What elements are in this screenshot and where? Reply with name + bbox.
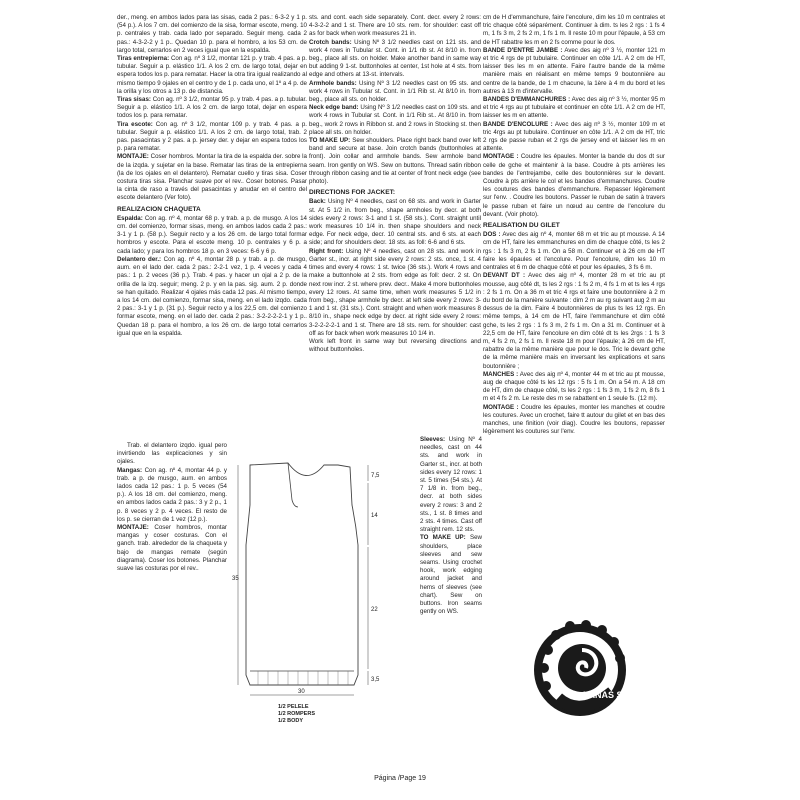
- subheading: MONTAJE:: [117, 153, 149, 161]
- subheading: MANCHES :: [483, 370, 519, 378]
- logo-wordmark: LANAS Stop: [583, 690, 637, 700]
- paragraph: sts. and cont. each side separately. Cont. decr. every 2 rows: 4-3-2-2 and 1 st. There are 10 sts. rem. for shoulder: cast off as for back when work measures 21 in.: [309, 14, 481, 38]
- subheading: Tiras entrepierna:: [117, 55, 170, 63]
- paragraph-text: Avec des aig nº 4, monter 68 m et tric au pt mousse. A 14 cm de HT, faire les emmanchures en dim de chaque côté, ts les 2 rgs : 1 fs 3 m, 2 fs 1 m. On a 58 m. Continuer et à 26 cm de HT faire les épaules et l'encolure. Pour l'encolure, dim les 10 m centrales et 6 m de chaque côté et pour les épaules, 3 fs 6 m.: [483, 231, 665, 272]
- dimension-upper: 14: [371, 513, 378, 519]
- paragraph: [483, 231, 665, 272]
- column-english: [309, 14, 481, 454]
- subheading: Crotch bands:: [309, 38, 352, 46]
- paragraph: [483, 96, 665, 121]
- paragraph-text: Using Nº 3 1/2 needles cast on 121 sts. and work 4 rows in Tubular st. Cont. in 1/1 rib st. At 8/10 in. from beg., place all sts. on holder. Make another band in same way but adding 9 1-st. buttonholes at center, 1st hole at 4 sts. from edge and others at 13-st. intervals.: [309, 38, 481, 79]
- paragraph-text: Coudre les épaules, monter les manches et coudre les coutures. Avec un crochet, faire tt autour du gilet et en bas des manches, une finition (voir diag). Coudre les boutons, repasser légèrement les coutures sur l'env.: [483, 403, 665, 436]
- subheading: Sleeves:: [420, 436, 446, 443]
- paragraph-text: Using Nº 4 needles, cast on 68 sts. and work in Garter st. At 5 1/2 in. from beg., shape armholes by decr. at both sides every 2 rows: 3-1 and 1 st. (58 sts.). Cont. straight until work measures 10 1/4 in. then shape shoulders and neck edge. For neck edge, decr. 10 central sts. and 6 sts. at each side; and for shoulders decr. 18 sts. as foll: 6-6 and 6 sts.: [309, 198, 481, 247]
- paragraph-text: Con ag. nº 4, montar 68 p. y trab. a p. de musgo. A los 14 cm. del comienzo, formar sisas, meng. en ambos lados cada 2 pas.: 3-1 y 1 p. (58 p.). Seguir recto y a los 26 cm. de largo total formar hombros y escote. Para el escote meng. 10 p. centrales y 6 p. a cada lado; y para los hombros 18 p. en 3 veces: 6-6 y 6 p.: [117, 214, 307, 255]
- paragraph: [117, 96, 307, 121]
- logo-icon: [528, 610, 632, 730]
- diagram-caption-2: 1/2 ROMPERS: [278, 711, 315, 717]
- diagram-caption-1: 1/2 PELELE: [278, 704, 309, 710]
- section-heading: DIRECTIONS FOR JACKET:: [309, 189, 396, 197]
- subheading: Tira escote:: [117, 120, 153, 128]
- paragraph-text: Con ag. nº 3 1/2, montar 95 p. y trab. 4 pas. a p. tubular. Seguir a p. elástico 1/1. A los 2 cm. de largo total, dejar en espera todos los p. para rematar.: [117, 96, 307, 120]
- paragraph: der., meng. en ambos lados para las sisas, cada 2 pas.: 6-3-2 y 1 p. (54 p.). A los 7 cm. del comienzo de la sisa, formar escote, meng. 10 p. centrales y trab. cada lado por separado. Seguir meng. cada 2 pas.: 4-3-2-2 y 1 p.. Quedan 10 p. para el hombro, a los 53 cm. de largo total, cerrarlos en 2 veces igual que en la espalda.: [117, 14, 307, 54]
- paragraph-text: Using Nº 3 1/2 needles cast on 109 sts. and work 4 rows in Tubular st. Cont. in 1/1 Rib st.. At 8/10 in. from beg., work 2 rows in Ribbon st. and 2 rows in Stocking st. then place all sts. on holder.: [309, 104, 481, 136]
- paragraph-text: Sew shoulders, place sleeves and sew seams. Using crochet hook, work edging around jacket and hems of sleeves (see chart). Sew on buttons. Iron seams gently on WS.: [420, 534, 482, 616]
- paragraph: [309, 80, 481, 105]
- paragraph: [117, 121, 307, 154]
- subheading: Espalda:: [117, 214, 143, 222]
- paragraph-text: Coudre les épaules. Monter la bande du dos dt sur celle de gche et maintenir à la base. Coudre à pts arrières les bandes de l'entrejambe, celle des boutonnières sur le devant. Coudre à pts arrière le col et les bandes d'emmanchures. Coudre les coutures des bandes d'emmanchure. Repasser légèrement sur l'env. . Coudre les boutons. Passer le ruban de satin à travers le passe ruban et faire un nœud au centre de l'encolure du devant. (Voir photo).: [483, 153, 665, 218]
- paragraph-text: Using Nº 4 needles, cast on 44 sts. and work in Garter st., incr. at both sides every 12 rows: 1 st. 5 times (54 sts.). At 7 1/8 in. from beg., decr. at both sides every 2 rows: 3 and 2 sts., 1 st. 8 times and 2 sts. 4 times. Cast off straight rem. 12 sts.: [420, 436, 482, 534]
- column-english-continued: [420, 436, 482, 738]
- garment-schematic-diagram: [228, 445, 418, 745]
- subheading: Armhole bands:: [309, 79, 357, 87]
- paragraph: [117, 524, 227, 573]
- dimension-width: 30: [298, 689, 305, 695]
- paragraph: [117, 467, 227, 524]
- paragraph: [117, 55, 307, 96]
- subheading: Mangas:: [117, 466, 143, 474]
- paragraph: [420, 534, 482, 616]
- paragraph: Work left front in same way but reversing directions and without buttonholes.: [309, 337, 481, 354]
- rib-band: [250, 671, 354, 685]
- paragraph: [117, 153, 307, 202]
- paragraph: [483, 47, 665, 96]
- dimension-band: 3,5: [371, 677, 380, 683]
- paragraph: [117, 215, 307, 256]
- paragraph: [309, 198, 481, 247]
- subheading: Tiras sisas:: [117, 96, 151, 104]
- column-spanish-continued: [117, 442, 227, 702]
- paragraph-text: Con ag. nº 3 1/2, montar 121 p. y trab. 4 pas. a p. tubular. Seguir a p. elástico 1/1. A los 2 cm. de largo total, dejar en espera todos los p. para rematar. Hacer la otra tira igual realizando al mismo tiempo 9 ojales en el centro y de 1 p. cada uno, el 1º a 4 p. de la orilla y los otros a 13 p. de distancia.: [117, 55, 307, 95]
- paragraph-text: Con ag. nº 3 1/2, montar 109 p. y trab. 4 pas. a p. tubular. Seguir a p. elástico 1/1. A los 2 cm. de largo total, trab. 2 pas. pasacintas y 2 pas. a p. jersey der. y dejar en espera todos los p. para rematar.: [117, 120, 307, 153]
- paragraph-text: Avec des aig nº 4, monter 28 m et tric au pt mousse, aug côté dt, ts les 2 rgs : 1 fs 2 m, 4 fs 1 m et ts les 4 rgs : 2 fs 1 m. On a 36 m et tric 4 rgs et faire une boutonnière à 2 m du bord de la manière suivante : dim 2 m au rg suivant aug 2 m au dessus de la dim. Faire 4 boutonnières de plus ts les 12 rgs. En même temps, à 14 cm de HT, faire l'emmanchure et dim côté gche, ts les 2 rgs : 1 fs 3 m, 2 fs 1 m. On a 31 m. Continuer et à 22,5 cm de HT, faire l'encolure en dim côté dt ts les 2rgs : 1 fs 3 m, 4 fs 2 m, 2 fs 1 m. Il reste 18 m pour l'épaule; à 26 cm de HT, rabattre de la même manière que pour le dos. Tric le devant gche de la même manière mais en inversant les explications et sans boutonnière ;: [483, 272, 665, 370]
- paragraph: [483, 404, 665, 437]
- section-heading: REALISATION DU GILET: [483, 222, 560, 230]
- diagram-caption-3: 1/2 BODY: [278, 718, 304, 724]
- paragraph: [483, 371, 665, 404]
- paragraph: Trab. el delantero izqdo. igual pero invirtiendo las explicaciones y sin ojales.: [117, 442, 227, 466]
- subheading: MONTAGE :: [483, 403, 519, 411]
- paragraph-text: Using Nº 3 1/2 needles cast on 95 sts. and work 4 rows in Tubular st. Cont. in 1/1 Rib st. At 8/10 in. from beg., place all sts. on holder.: [309, 79, 481, 104]
- subheading: Neck edge band:: [309, 104, 359, 112]
- paragraph: [309, 248, 481, 338]
- subheading: TO MAKE UP:: [420, 534, 466, 542]
- paragraph: [420, 436, 482, 534]
- paragraph-text: Con ag. nº 4, montar 28 p. y trab. a p. de musgo, aum. en el lado der. cada 2 pas.: 2-2-1 vez, 1 p. 4 veces y cada 4 pas.: 1 p. 2 veces (36 p.). Trab. 4 pas. y hacer un ojal a 2 p. de la orilla de la izq. seguir; meng. 2 p. y en la pas. sig. aum. 2 p. donde se han quitado. Realizar 4 ojales más cada 12 pas. Al mismo tiempo, a los 14 cm. del comienzo, formar sisa, meng. en el lado izqdo. cada 2 pas.: 3-1 y 1 p. (31 p.). Seguir recto y a los 22,5 cm. del comienzo formar escote, meng. en el lado der. cada 2 pas.: 3-2-2-2-2-1 y 1 p.. Quedan 18 p. para el hombro, a los 26 cm. de largo total cerrarlos igual que en la espalda.: [117, 255, 307, 337]
- paragraph-text: Coser hombros, montar mangas y coser costuras. Con el ganch. trab. alrededor de la chaqueta y bajo de mangas remate (según diagrama). Coser los botones. Planchar suave las costuras por el rev..: [117, 524, 227, 573]
- paragraph: [483, 121, 665, 154]
- garment-outline: [246, 463, 358, 685]
- neck-opening: [288, 463, 298, 507]
- paragraph-text: Avec des aig nº 3 ½, monter 109 m et tric 4rgs au pt tubulaire. Continuer en côte 1/1. A 2 cm de HT, tric 2 rgs de passe ruban et 2 rgs de jersey end et laisser les m en attente.: [483, 120, 665, 153]
- subheading: Delantero der.:: [117, 255, 162, 263]
- subheading: MONTAGE :: [483, 153, 519, 161]
- paragraph: [483, 153, 665, 219]
- paragraph-text: Sew shoulders. Place right back band over left band and secure at base. Join crotch bands (buttonholes at front). Join collar and armhole bands. Sew armhole band seam. Iron gently on WS. Sew on buttons. Thread satin ribbon through ribbon casing and tie at center of front neck edge (see photo).: [309, 137, 481, 186]
- section-heading: REALIZACION CHAQUETA: [117, 205, 201, 213]
- dimension-top: 7,5: [371, 473, 380, 479]
- subheading: DOS :: [483, 231, 501, 239]
- lanas-stop-logo: [528, 610, 632, 730]
- paragraph-text: Using Nº 4 needles, cast on 28 sts. and work in Garter st., incr. at right side every 2 rows: 2 sts. once, 1 st. 4 times and every 4 rows: 1 st. twice (36 sts.). Work 4 rows and make a buttonhole at 2 sts. from edge as foll: decr. 2 st. On next row incr. 2 st. where prev. decr.. Make 4 more buttonholes every 12 rows. At same time, when work measures 5 1/2 in from beg., shape armhole by decr. at left side every 2 rows: 3-1 and 1 st. (31 sts.). Cont. straight and when work measures 8 8/10 in., shape neck edge by decr. at right side every 2 rows: 3-2-2-2-2-1 and 1 st. There are 18 sts. rem. for shoulder: cast off as for back when work measures 10 1/4 in.: [309, 247, 481, 337]
- paragraph-text: Avec des aig nº 3 ½, monter 95 m et tric 4 rgs au pt tubulaire et continuer en côte 1/1. A 2 cm de HT, laisser les m en attente.: [483, 96, 665, 120]
- subheading: BANDE D'ENTRE JAMBE :: [483, 46, 563, 54]
- paragraph-text: Con ag. nº 4, montar 44 p. y trab. a p. de musgo, aum. en ambos lados cada 12 pas.: 1 p. 5 veces (54 p.). A los 18 cm. del comienzo, meng. en ambos lados cada 2 pas.: 3 y 2 p., 1 p. 8 veces y 2 p. 4 veces. El resto de los p. se cierran de 1 vez (12 p.).: [117, 466, 227, 523]
- schematic-svg: [228, 445, 418, 745]
- subheading: MONTAJE:: [117, 524, 149, 532]
- paragraph-text: Coser hombros. Montar la tira de la espalda der. sobre la de la izqda. y sujetar en la base. Rematar las tiras de la entrepierna (la de los ojales en el delantero). Rematar cuello y tiras sisa. Coser costura tiras sisa. Planchar suave por el rev.. Coser botones. Pasar la cinta de raso a través del pasacintas y anudar en el centro del escote delantero (Ver foto).: [117, 153, 307, 202]
- dimension-total: 35: [232, 576, 239, 582]
- subheading: DEVANT DT :: [483, 272, 526, 280]
- subheading: Right front:: [309, 247, 344, 255]
- subheading: Back:: [309, 198, 326, 206]
- dimension-side: 22: [371, 607, 378, 613]
- subheading: TO MAKE UP:: [309, 137, 351, 145]
- paragraph: [309, 137, 481, 186]
- paragraph: [309, 104, 481, 137]
- paragraph: [483, 272, 665, 370]
- paragraph: [117, 256, 307, 338]
- subheading: BANDES D'EMMANCHURES :: [483, 96, 571, 104]
- paragraph: cm de H d'emmanchure, faire l'encolure, dim les 10 m centrales et tric chaque côté séparément. Continuer à dim. ts les 2 rgs : 1 fs 4 m, 1 fs 3 m, 2 fs 2 m, 1 fs 1 m. Il reste 10 m pour l'épaule, à 53 cm de HT rabattre les m en 2 fs comme pour le dos.: [483, 14, 665, 46]
- subheading: BANDE D'ENCOLURE :: [483, 120, 553, 128]
- page-footer: Página /Page 19: [374, 775, 426, 782]
- column-french: [483, 14, 665, 614]
- paragraph: [309, 39, 481, 80]
- paragraph-text: Avec des aig nº 3 ½, monter 121 m et tric 4 rgs de pt tubulaire. Continuer en côte 1/1. A 2 cm de HT, laisser tles les m en attente. Faire l'autre bande de la même manière mais en réalisant en même temps 9 boutonnière au centre de la bande, de 1 m chacune, la 1ère à 4 m du bord et les autres à 13 m d'intervalle.: [483, 46, 665, 95]
- paragraph-text: Avec des aig nº 4, monter 44 m et tric au pt mousse, aug de chaque côté ts les 12 rgs : 5 fs 1 m. On a 54 m. A 18 cm de HT, dim de chaque côté, ts les 2 rgs : 1 fs 3 m, 1 fs 2 m, 8 fs 1 m et 4 fs 2 m. Le reste des m se rabattent en 1 seule fs. (12 m).: [483, 370, 665, 403]
